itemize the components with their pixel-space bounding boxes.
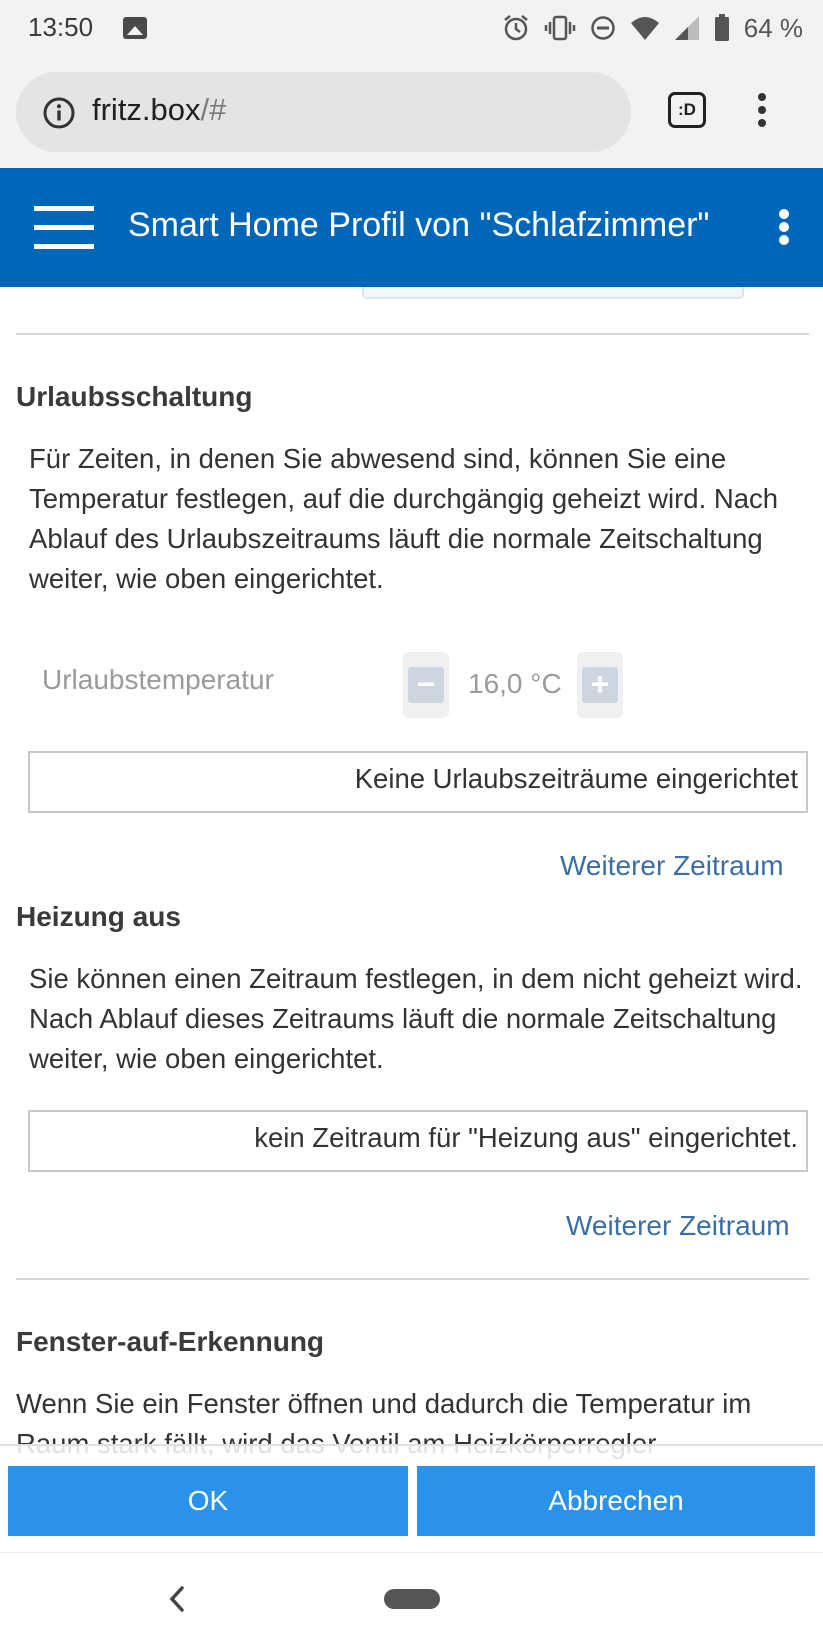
hamburger-menu-icon[interactable] [34,206,94,250]
action-bar [0,1444,823,1552]
info-icon[interactable] [42,96,76,130]
url-text[interactable] [92,92,226,128]
status-bar [0,0,823,58]
signal-icon [674,15,700,41]
vacation-description: Für Zeiten, in denen Sie abwesend sind, können Sie eine Temperatur festlegen, auf die durchgängig geheizt wird. Nach Ablauf des Urlaubszeitraums läuft die normale Zeitschaltung weiter, wie oben eingerichtet. [29,443,779,594]
address-bar[interactable] [16,72,631,152]
heating-off-empty-message: kein Zeitraum für "Heizung aus" eingerichtet. [254,1122,798,1153]
battery-icon [714,14,730,42]
url-path: /# [200,92,227,127]
minus-icon: − [408,667,444,703]
status-time: 13:50 [28,12,94,42]
more-vert-icon[interactable] [757,92,767,128]
window-open-description: Wenn Sie ein Fenster öffnen und dadurch die Temperatur im [16,1388,752,1419]
heating-off-periods-box [28,1110,808,1172]
heating-off-description: Sie können einen Zeitraum festlegen, in dem nicht geheizt wird. Nach Ablauf dieses Zeitraums läuft die normale Zeitschaltung weiter, wie oben eingerichtet. [29,963,803,1074]
vacation-temp-label: Urlaubstemperatur [42,664,274,695]
add-vacation-period-link[interactable]: Weiterer Zeitraum [560,850,784,881]
wifi-icon [630,15,660,41]
page-title: Smart Home Profil von "Schlafzimmer" [128,206,710,244]
temp-decrease-button[interactable] [403,652,449,718]
tab-switcher-icon[interactable]: :D [668,92,706,128]
url-host: fritz.box [92,92,201,127]
previous-input-remnant [362,287,744,299]
status-icons [502,12,803,44]
battery-percent: 64 % [743,12,803,43]
divider [16,333,809,335]
section-title-heating-off: Heizung aus [16,901,181,932]
back-icon[interactable] [168,1585,186,1613]
add-heating-off-period-link[interactable]: Weiterer Zeitraum [566,1210,790,1241]
system-nav-bar [0,1552,823,1646]
section-title-window-open: Fenster-auf-Erkennung [16,1326,325,1357]
plus-icon: + [582,667,618,703]
app-header [0,168,823,287]
browser-toolbar [0,58,823,168]
cancel-button[interactable]: Abbrechen [417,1466,815,1536]
alarm-icon [502,14,530,42]
vacation-temp-value: 16,0 °C [468,668,562,699]
temp-increase-button[interactable] [577,652,623,718]
vibrate-icon [544,14,576,42]
section-title-vacation: Urlaubsschaltung [16,381,253,412]
divider [16,1278,809,1280]
more-vert-icon[interactable] [778,208,790,246]
dnd-icon [590,15,616,41]
home-pill-icon[interactable] [384,1589,440,1609]
vacation-empty-message: Keine Urlaubszeiträume eingerichtet [354,763,798,794]
ok-button[interactable]: OK [8,1466,408,1536]
vacation-periods-box [28,751,808,813]
image-icon [123,17,147,39]
